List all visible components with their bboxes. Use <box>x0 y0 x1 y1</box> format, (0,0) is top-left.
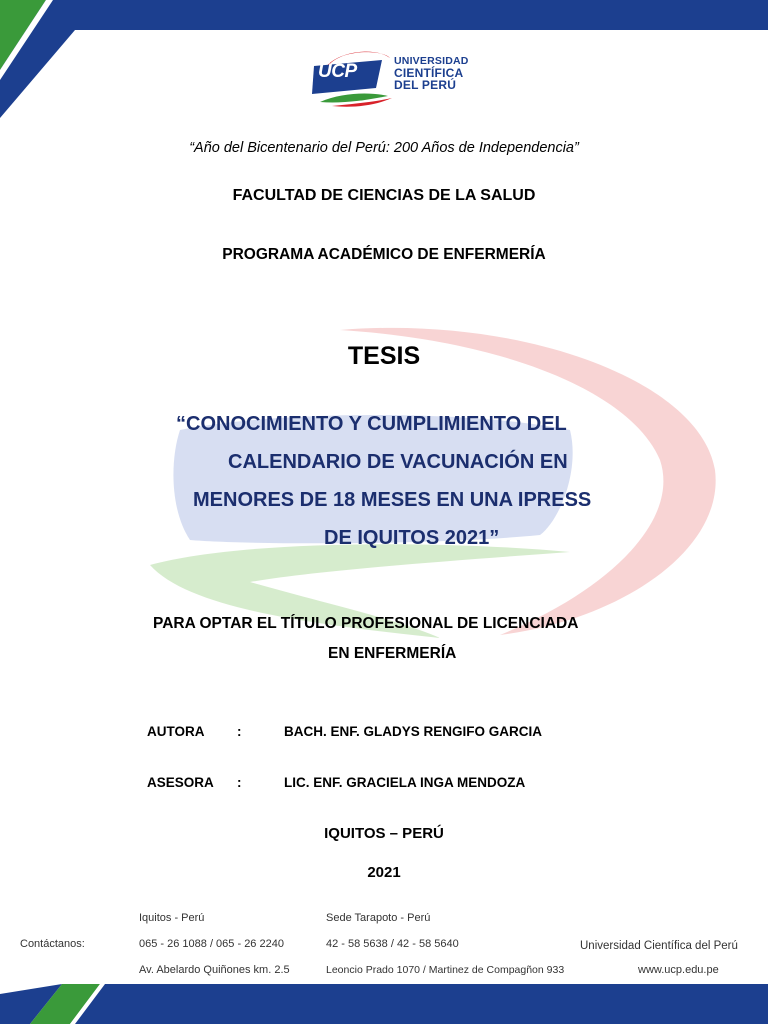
footer-contact-label: Contáctanos: <box>20 938 85 950</box>
footer-university-name: Universidad Científica del Perú <box>580 940 738 952</box>
logo-acronym: UCP <box>318 61 357 82</box>
thesis-title-line-3: MENORES DE 18 MESES EN UNA IPRESS <box>193 489 592 511</box>
advisor-name: LIC. ENF. GRACIELA INGA MENDOZA <box>284 775 526 790</box>
footer-tarapoto-address: Leoncio Prado 1070 / Martinez de Compagñon 933 <box>326 964 565 976</box>
year-motto: “Año del Bicentenario del Perú: 200 Años de Independencia” <box>189 140 579 156</box>
footer-website: www.ucp.edu.pe <box>638 964 719 976</box>
footer-iquitos-phones: 065 - 26 1088 / 065 - 26 2240 <box>139 938 284 950</box>
degree-line-1: PARA OPTAR EL TÍTULO PROFESIONAL DE LICENCIADA <box>153 615 579 632</box>
advisor-role: ASESORA <box>147 775 214 790</box>
author-name: BACH. ENF. GLADYS RENGIFO GARCIA <box>284 724 543 739</box>
footer-iquitos-address: Av. Abelardo Quiñones km. 2.5 <box>139 964 290 976</box>
logo-name-line1: UNIVERSIDAD <box>394 55 469 67</box>
degree-line-2: EN ENFERMERÍA <box>328 645 457 662</box>
logo-university-name <box>394 55 469 91</box>
document-type: TESIS <box>347 342 421 370</box>
footer-tarapoto-heading: Sede Tarapoto - Perú <box>326 912 431 924</box>
logo-name-line3: DEL PERÚ <box>394 78 457 92</box>
footer-iquitos-heading: Iquitos - Perú <box>139 912 205 924</box>
place: IQUITOS – PERÚ <box>324 825 444 842</box>
top-corner-stripes <box>0 0 80 120</box>
thesis-title-line-2: CALENDARIO DE VACUNACIÓN EN <box>228 451 568 473</box>
logo-name-line2: CIENTÍFICA <box>394 66 464 80</box>
top-header-bar <box>0 0 768 30</box>
year: 2021 <box>367 864 401 881</box>
faculty-name: FACULTAD DE CIENCIAS DE LA SALUD <box>232 187 536 204</box>
program-name: PROGRAMA ACADÉMICO DE ENFERMERÍA <box>222 246 546 263</box>
bottom-footer-bar <box>0 984 768 1024</box>
advisor-separator: : <box>237 775 242 790</box>
footer-tarapoto-phones: 42 - 58 5638 / 42 - 58 5640 <box>326 938 459 950</box>
author-role: AUTORA <box>147 724 205 739</box>
author-separator: : <box>237 724 242 739</box>
thesis-title-line-4: DE IQUITOS 2021” <box>324 527 500 549</box>
thesis-title-line-1: “CONOCIMIENTO Y CUMPLIMIENTO DEL <box>176 413 567 435</box>
